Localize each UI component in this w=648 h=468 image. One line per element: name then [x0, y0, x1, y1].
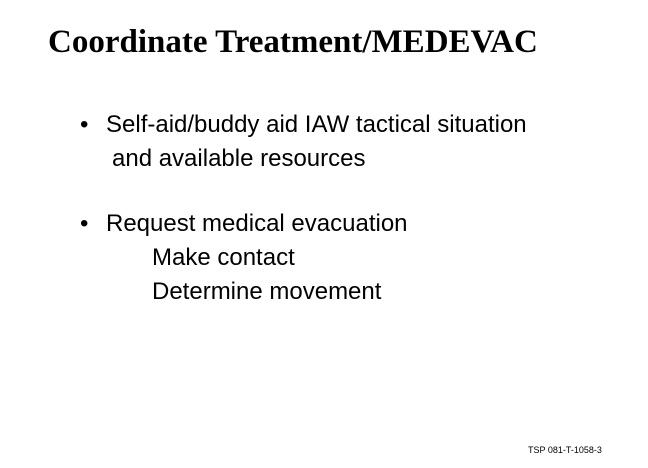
- slide-title: Coordinate Treatment/MEDEVAC: [48, 24, 538, 60]
- footer-reference: TSP 081-T-1058-3: [528, 445, 602, 455]
- bullet-text: Self-aid/buddy aid IAW tactical situation: [106, 111, 527, 138]
- bullet-dot-icon: •: [80, 111, 89, 138]
- bullet-dot-icon: •: [80, 210, 89, 237]
- sub-item-text: Determine movement: [152, 278, 382, 305]
- bullet-text-continued: and available resources: [112, 145, 366, 172]
- sub-item-text: Make contact: [152, 244, 295, 271]
- bullet-text: Request medical evacuation: [106, 210, 408, 237]
